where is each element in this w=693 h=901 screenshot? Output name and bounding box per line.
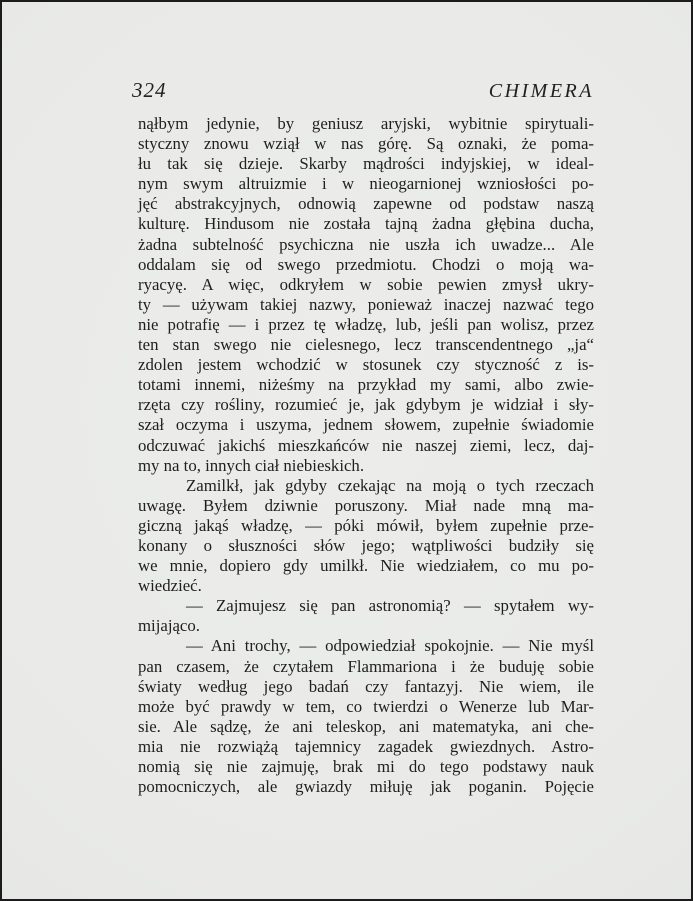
text-line: nomią się nie zajmuję, brak mi do tego podstawy nauk (138, 757, 594, 776)
page-number: 324 (132, 78, 167, 102)
text-line: zdolen jestem wchodzić w stosunek czy styczność z is- (138, 355, 594, 375)
text-line: styczny znowu wziął w nas górę. Są oznaki, że poma- (138, 134, 594, 154)
text-line: wiedzieć. (138, 576, 202, 596)
text-line: pomocniczych, ale gwiazdy miłuję jak poganin. Pojęcie (138, 777, 594, 797)
text-line: sie. Ale sądzę, że ani teleskop, ani matematyka, ani che- (138, 716, 594, 736)
text-line: konany o słuszności słów jego; wątpliwości budziły się (138, 535, 594, 555)
text-line: łu tak się dzieje. Skarby mądrości indyjskiej, w ideal- (138, 154, 594, 174)
text-line: ty — używam takiej nazwy, ponieważ inaczej nazwać tego (138, 294, 594, 314)
text-line: mia nie rozwiążą tajemnicy zagadek gwiezdnych. Astro- (138, 736, 594, 756)
text-line: ryacyę. A więc, odkryłem w sobie pewien zmysł ukry- (138, 274, 594, 294)
text-line: światy według jego badań czy fantazyj. Nie wiem, ile (138, 676, 594, 696)
text-line: kulturę. Hindusom nie została tajną żadna głębina ducha, (138, 214, 594, 234)
text-line: może być prawdy w tem, co twierdzi o Wenerze lub Mar- (138, 696, 594, 716)
text-line: totami innemi, niżeśmy na przykład my sami, albo zwie- (138, 375, 594, 395)
text-line: Zamilkł, jak gdyby czekając na moją o tych rzeczach (186, 475, 594, 495)
running-head (132, 78, 594, 104)
text-line: nąłbym jedynie, by geniusz aryjski, wybitnie spirytuali- (138, 114, 594, 133)
text-line: my na to, innych ciał niebieskich. (138, 455, 365, 475)
text-line: — Zajmujesz się pan astronomią? — spytałem wy- (186, 596, 594, 616)
text-line: mijająco. (138, 616, 200, 636)
text-line: — Ani trochy, — odpowiedział spokojnie. — Nie myśl (186, 636, 594, 656)
text-line: pan czasem, że czytałem Flammariona i że buduję sobie (138, 656, 594, 676)
text-line: jęć abstrakcyjnych, odnowią zapewne od podstaw naszą (138, 194, 594, 214)
text-line: oddalam się od swego przedmiotu. Chodzi o moją wa- (138, 254, 594, 274)
text-line: uwagę. Byłem dziwnie poruszony. Miał nade mną ma- (138, 495, 594, 515)
text-line: szał oczyma i uszyma, jednem słowem, zupełnie świadomie (138, 415, 594, 435)
text-line: odczuwać jakichś mieszkańców nie naszej ziemi, lecz, daj- (138, 435, 594, 455)
text-line: nym swym altruizmie i w nieogarnionej wzniosłości po- (138, 174, 594, 194)
text-line: żadna subtelność psychiczna nie uszła ich uwadze... Ale (138, 234, 594, 254)
body-text (138, 114, 594, 797)
text-line: we mnie, dopiero gdy umilkł. Nie wiedziałem, co mu po- (138, 556, 594, 576)
text-line: nie potrafię — i przez tę władzę, lub, jeśli pan wolisz, przez (138, 314, 594, 334)
running-title: CHIMERA (488, 80, 594, 102)
text-line: giczną jakąś władzę, — póki mówił, byłem zupełnie prze- (138, 515, 594, 535)
text-line: ten stan swego nie cielesnego, lecz transcendentnego „ja“ (138, 335, 594, 355)
text-line: rzęta czy rośliny, rozumieć je, jak gdybym je widział i sły- (138, 395, 594, 415)
